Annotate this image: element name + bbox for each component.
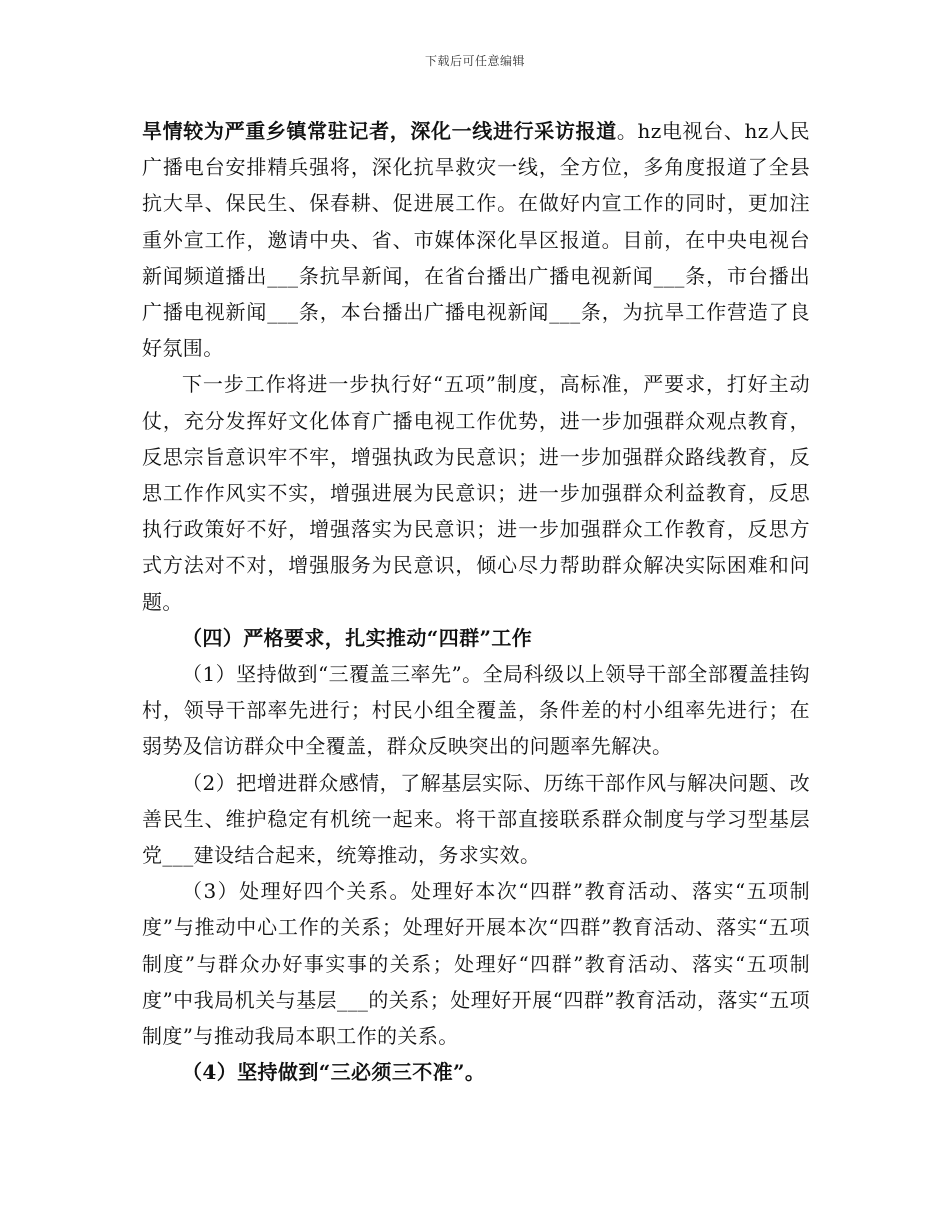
paragraph-1-text: 。hz电视台、hz人民广播电台安排精兵强将，深化抗旱救灾一线，全方位，多角度报道了全县抗大旱、保民生、保春耕、促进展工作。在做好内宣工作的同时，更加注重外宣工作，邀请中央、省、市媒体深化旱区报道。目前，在中央电视台新闻频道播出___条抗旱新闻，在省台播出广播电视新闻___条，市台播出广播电视新闻___条，本台播出广播电视新闻___条，为抗旱工作营造了良好氛围。 bbox=[142, 119, 810, 361]
paragraph-2: 下一步工作将进一步执行好“五项”制度，高标准，严要求，打好主动仗，充分发挥好文化体育广播电视工作优势，进一步加强群众观点教育，反思宗旨意识牢不牢，增强执政为民意识；进一步加强群众路线教育，反思工作作风实不实，增强进展为民意识；进一步加强群众利益教育，反思执行政策好不好，增强落实为民意识；进一步加强群众工作教育，反思方式方法对不对，增强服务为民意识，倾心尽力帮助群众解决实际困难和问题。 bbox=[142, 372, 810, 614]
subheading-item-4: （4）坚持做到“三必须三不准”。 bbox=[182, 1060, 486, 1085]
section-heading-4: （四）严格要求，扎实推动“四群”工作 bbox=[182, 625, 533, 650]
paragraph-item-3: （3）处理好四个关系。处理好本次“四群”教育活动、落实“五项制度”与推动中心工作的关系；处理好开展本次“四群”教育活动、落实“五项制度”与群众办好事实事的关系；处理好“四群”教育活动、落实“五项制度”中我局机关与基层___的关系；处理好开展“四群”教育活动，落实“五项制度”与推动我局本职工作的关系。 bbox=[142, 879, 810, 1049]
paragraph-item-1: （1）坚持做到“三覆盖三率先”。全局科级以上领导干部全部覆盖挂钩村，领导干部率先进行；村民小组全覆盖，条件差的村小组率先进行；在弱势及信访群众中全覆盖，群众反映突出的问题率先解决。 bbox=[142, 662, 810, 759]
page-header: 下载后可任意编辑 bbox=[424, 54, 525, 68]
document-body bbox=[142, 113, 810, 1090]
paragraph-item-2: （2）把增进群众感情，了解基层实际、历练干部作风与解决问题、改善民生、维护稳定有机统一起来。将干部直接联系群众制度与学习型基层党___建设结合起来，统筹推动，务求实效。 bbox=[142, 770, 810, 868]
bold-lead-text: 旱情较为严重乡镇常驻记者，深化一线进行采访报道 bbox=[142, 119, 617, 143]
paragraph-1 bbox=[142, 113, 810, 366]
